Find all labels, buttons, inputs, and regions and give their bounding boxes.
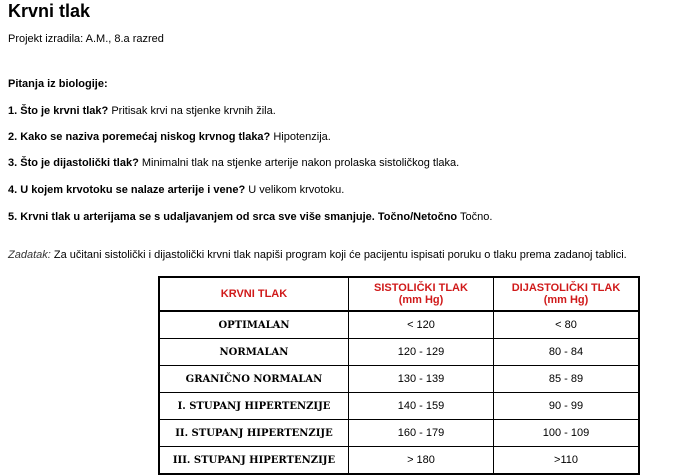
answer-text: Minimalni tlak na stjenke arterije nakon prolaska sistoličkog tlaka. (141, 157, 460, 169)
diastolic-cell: 100 - 109 (494, 420, 640, 447)
question-4 (8, 184, 344, 196)
question-2 (8, 131, 331, 143)
systolic-cell: 160 - 179 (349, 420, 494, 447)
diastolic-cell: < 80 (494, 311, 640, 339)
question-text: 2. Kako se naziva poremećaj niskog krvnog tlaka? (8, 131, 271, 143)
question-text: 4. U kojem krvotoku se nalaze arterije i vene? (8, 184, 246, 196)
category-cell: I. STUPANJ HIPERTENZIJE (159, 393, 349, 420)
table-row (159, 393, 639, 420)
author-line: Projekt izradila: A.M., 8.a razred (8, 33, 164, 45)
category-cell: GRANIČNO NORMALAN (159, 366, 349, 393)
header-unit: (mm Hg) (543, 294, 589, 306)
header-line: KRVNI TLAK (220, 288, 288, 300)
systolic-cell: 120 - 129 (349, 339, 494, 366)
question-1 (8, 105, 276, 117)
answer-text: U velikom krvotoku. (248, 184, 345, 196)
systolic-cell: 140 - 159 (349, 393, 494, 420)
task-paragraph (8, 249, 627, 261)
question-text: 5. Krvni tlak u arterijama se s udaljavanjem od srca sve više smanjuje. Točno/Netočno (8, 211, 458, 223)
header-category (159, 277, 349, 311)
header-line: DIJASTOLIČKI TLAK (511, 282, 621, 294)
page-title: Krvni tlak (8, 1, 91, 21)
category-cell: NORMALAN (159, 339, 349, 366)
category-cell: III. STUPANJ HIPERTENZIJE (159, 447, 349, 475)
question-3 (8, 157, 459, 169)
diastolic-cell: >110 (494, 447, 640, 475)
questions-heading: Pitanja iz biologije: (8, 78, 108, 90)
systolic-cell: < 120 (349, 311, 494, 339)
table-row (159, 366, 639, 393)
systolic-cell: > 180 (349, 447, 494, 475)
question-text: 1. Što je krvni tlak? (8, 105, 109, 117)
diastolic-cell: 85 - 89 (494, 366, 640, 393)
answer-text: Hipotenzija. (273, 131, 331, 143)
question-text: 3. Što je dijastolički tlak? (8, 157, 139, 169)
header-systolic (349, 277, 494, 311)
table-header-row (159, 277, 639, 311)
diastolic-cell: 90 - 99 (494, 393, 640, 420)
question-5 (8, 211, 492, 223)
table-row (159, 447, 639, 475)
task-text: Za učitani sistolički i dijastolički krvni tlak napiši program koji će pacijentu ispisati poruku o tlaku prema zadanoj tablici. (53, 249, 627, 261)
table-row (159, 339, 639, 366)
header-line: SISTOLIČKI TLAK (374, 282, 468, 294)
task-label: Zadatak: (8, 249, 51, 261)
answer-text: Točno. (460, 211, 493, 223)
systolic-cell: 130 - 139 (349, 366, 494, 393)
blood-pressure-table (158, 276, 640, 475)
answer-text: Pritisak krvi na stjenke krvnih žila. (111, 105, 276, 117)
category-cell: II. STUPANJ HIPERTENZIJE (159, 420, 349, 447)
header-unit: (mm Hg) (398, 294, 444, 306)
table-row (159, 420, 639, 447)
table-row (159, 311, 639, 339)
header-diastolic (494, 277, 640, 311)
diastolic-cell: 80 - 84 (494, 339, 640, 366)
category-cell: OPTIMALAN (159, 311, 349, 339)
